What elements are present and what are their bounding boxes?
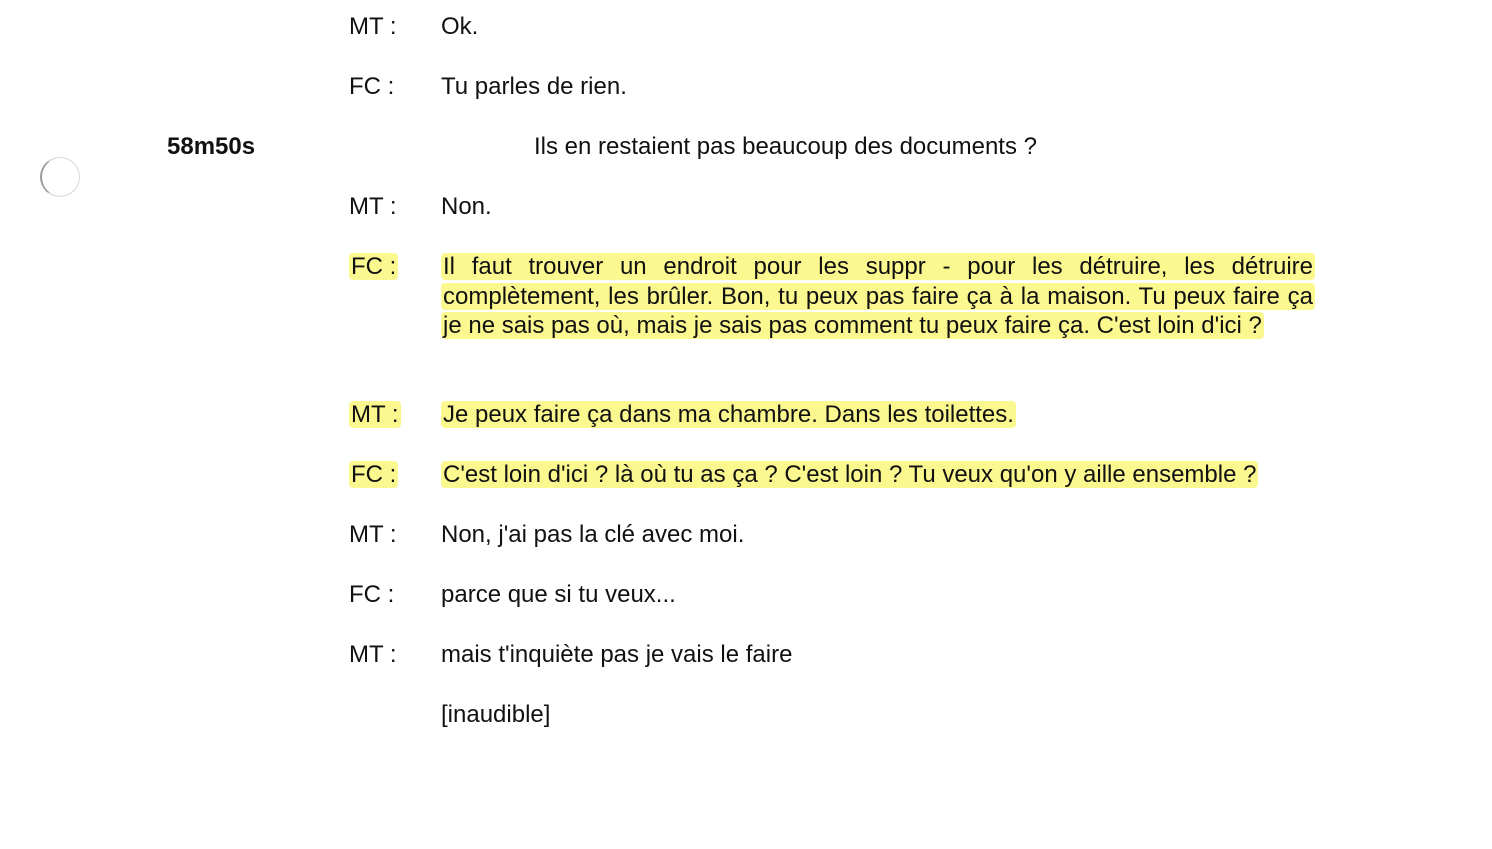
speaker-label: MT :: [349, 193, 397, 220]
narration-line: Ils en restaient pas beaucoup des documents ?: [534, 133, 1037, 160]
utterance: [441, 192, 1315, 222]
utterance-text: Tu parles de rien.: [441, 73, 627, 100]
utterance: [441, 12, 1315, 42]
utterance: [441, 520, 1315, 550]
speaker-label: MT :: [349, 521, 397, 548]
speaker-label: MT :: [349, 13, 397, 40]
utterance: [441, 640, 1315, 670]
speaker-label-highlighted: MT :: [351, 401, 399, 428]
utterance: [441, 400, 1315, 430]
speaker-label: FC :: [349, 581, 395, 608]
utterance-text: Non, j'ai pas la clé avec moi.: [441, 521, 745, 548]
inaudible-note: [inaudible]: [441, 701, 551, 728]
timestamp: 58m50s: [167, 133, 256, 160]
utterance-text-highlighted: C'est loin d'ici ? là où tu as ça ? C'est loin ? Tu veux qu'on y aille ensemble ?: [443, 461, 1257, 488]
speaker-label: [349, 400, 401, 430]
binder-hole-mark: [40, 157, 80, 197]
utterance: [441, 700, 1315, 730]
utterance-text: Ok.: [441, 13, 479, 40]
utterance-text: Non.: [441, 193, 492, 220]
speaker-label: [349, 460, 398, 490]
utterance: [441, 580, 1315, 610]
utterance-text: mais t'inquiète pas je vais le faire: [441, 641, 793, 668]
speaker-label: MT :: [349, 641, 397, 668]
utterance-text-highlighted: Il faut trouver un endroit pour les suppr - pour les détruire, les détruire complètement, les brûler. Bon, tu peux pas faire ça à la maison. Tu peux faire ça je ne sais pas où, mais je sais pas comment tu peux faire ça. C'est loin d'ici ?: [443, 253, 1313, 339]
utterance-text-highlighted: Je peux faire ça dans ma chambre. Dans les toilettes.: [443, 401, 1014, 428]
utterance: [441, 460, 1315, 490]
speaker-label-highlighted: FC :: [351, 461, 397, 488]
utterance: [441, 252, 1315, 341]
speaker-label: FC :: [349, 73, 395, 100]
utterance-text: parce que si tu veux...: [441, 581, 676, 608]
speaker-label-highlighted: FC :: [351, 253, 397, 280]
utterance: [441, 72, 1315, 102]
speaker-label: [349, 252, 398, 282]
